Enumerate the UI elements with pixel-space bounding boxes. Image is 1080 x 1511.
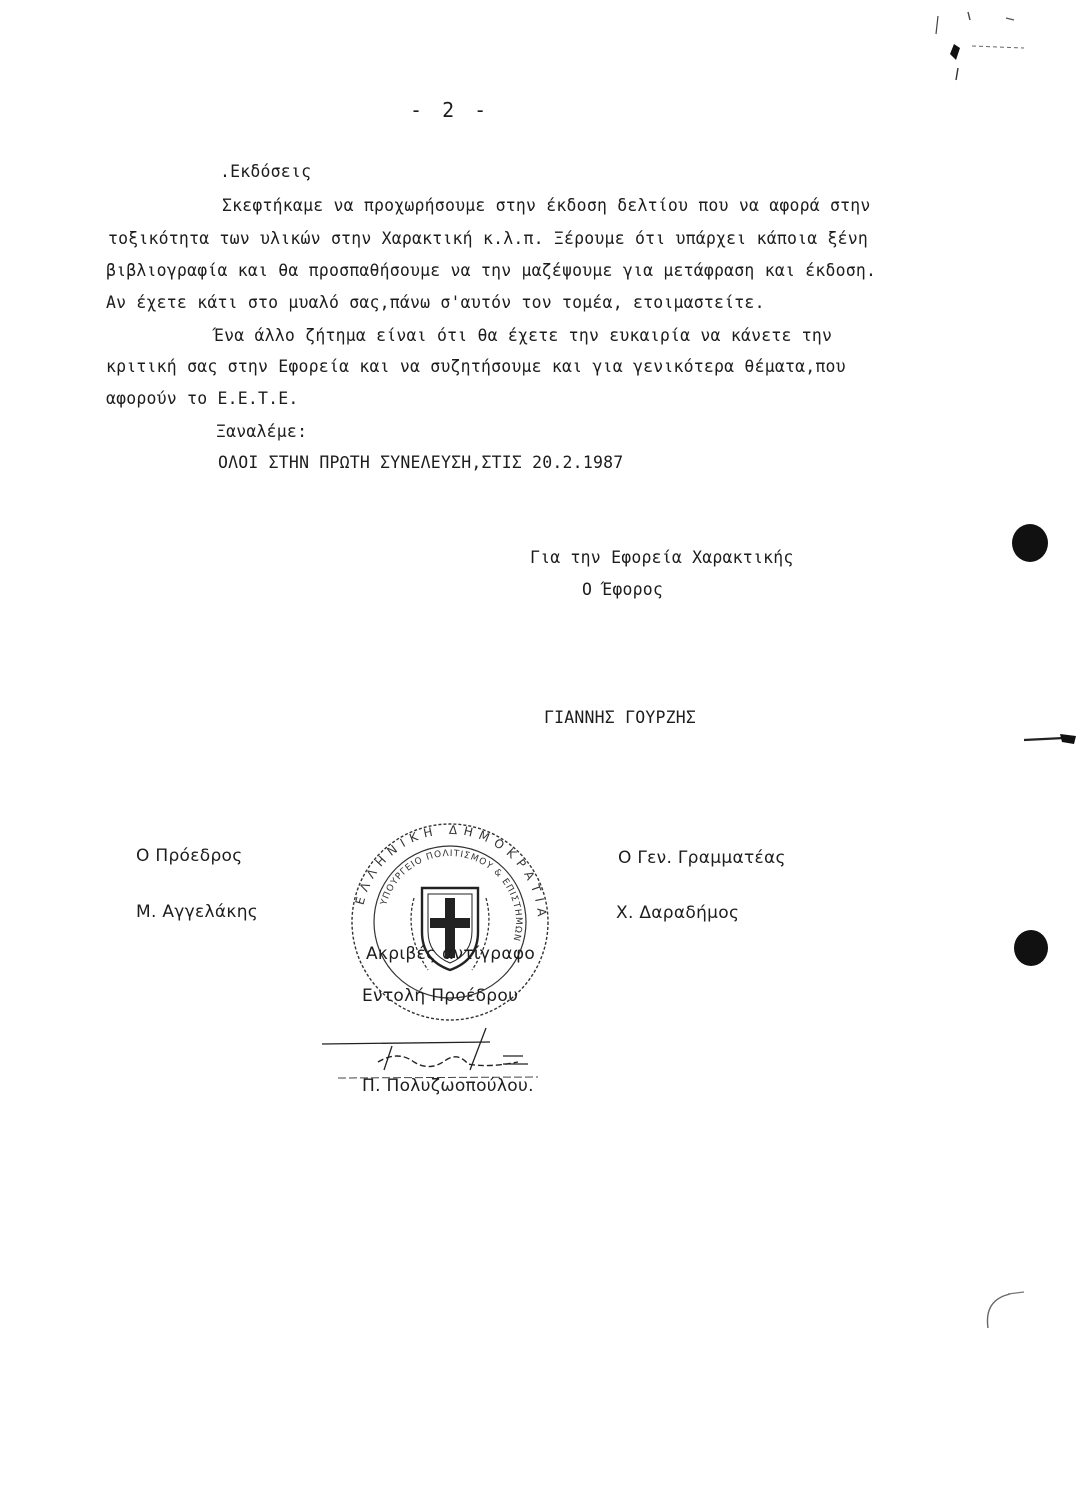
seal-outer-text: ΕΛΛΗΝΙΚΗ ΔΗΜΟΚΡΑΤΙΑ <box>352 822 550 923</box>
edge-mark <box>1020 730 1080 750</box>
edge-curve-mark <box>980 1290 1030 1340</box>
page-number: - 2 - <box>410 98 491 122</box>
president-order-label: Εντολή Προέδρου <box>362 986 519 1006</box>
secretary-title: Ο Γεν. Γραμματέας <box>618 848 786 868</box>
president-title: Ο Πρόεδρος <box>136 846 243 866</box>
paragraph1-line3: βιβλιογραφία και θα προσπαθήσουμε να την μαζέψουμε για μετάφραση και έκδοση. <box>106 261 877 280</box>
paragraph1-line1: Σκεφτήκαμε να προχωρήσουμε στην έκδοση δελτίου που να αφορά στην <box>222 196 871 215</box>
certified-copy-label: Ακριβές αντίγραφο <box>366 944 536 964</box>
closing-line2: ΟΛΟΙ ΣΤΗΝ ΠΡΩΤΗ ΣΥΝΕΛΕΥΣΗ,ΣΤΙΣ 20.2.1987 <box>218 453 624 472</box>
closing-line1: Ξαναλέμε: <box>216 422 308 441</box>
signer-name: Π. Πολυζωοπούλου. <box>362 1076 534 1096</box>
seal-inner-text: ΥΠΟΥΡΓΕΙΟ ΠΟΛΙΤΙΣΜΟΥ & ΕΠΙΣΤΗΜΩΝ <box>379 848 524 943</box>
paragraph1-line2: τοξικότητα των υλικών στην Χαρακτική κ.λ.π. Ξέρουμε ότι υπάρχει κάποια ξένη <box>108 229 869 248</box>
corner-mark <box>928 4 1038 84</box>
ephor-name: ΓΙΑΝΝΗΣ ΓΟΥΡΖΗΣ <box>544 708 697 727</box>
paragraph2-line3: αφορούν το Ε.Ε.Τ.Ε. <box>106 389 299 408</box>
paragraph1-line4: Αν έχετε κάτι στο μυαλό σας,πάνω σ'αυτόν τον τομέα, ετοιμαστείτε. <box>106 293 765 312</box>
for-board-line: Για την Εφορεία Χαρακτικής <box>530 548 794 567</box>
president-name: Μ. Αγγελάκης <box>136 902 259 922</box>
section-heading: .Εκδόσεις <box>220 162 312 181</box>
paragraph2-line1: Ένα άλλο ζήτημα είναι ότι θα έχετε την ευκαιρία να κάνετε την <box>214 326 833 345</box>
secretary-name: Χ. Δαραδήμος <box>616 903 740 923</box>
ephor-role: Ο Έφορος <box>582 580 664 599</box>
paragraph2-line2: κριτική σας στην Εφορεία και να συζητήσουμε και για γενικότερα θέματα,που <box>106 357 846 376</box>
punch-hole-top <box>1012 524 1048 562</box>
punch-hole-bottom <box>1014 930 1048 966</box>
